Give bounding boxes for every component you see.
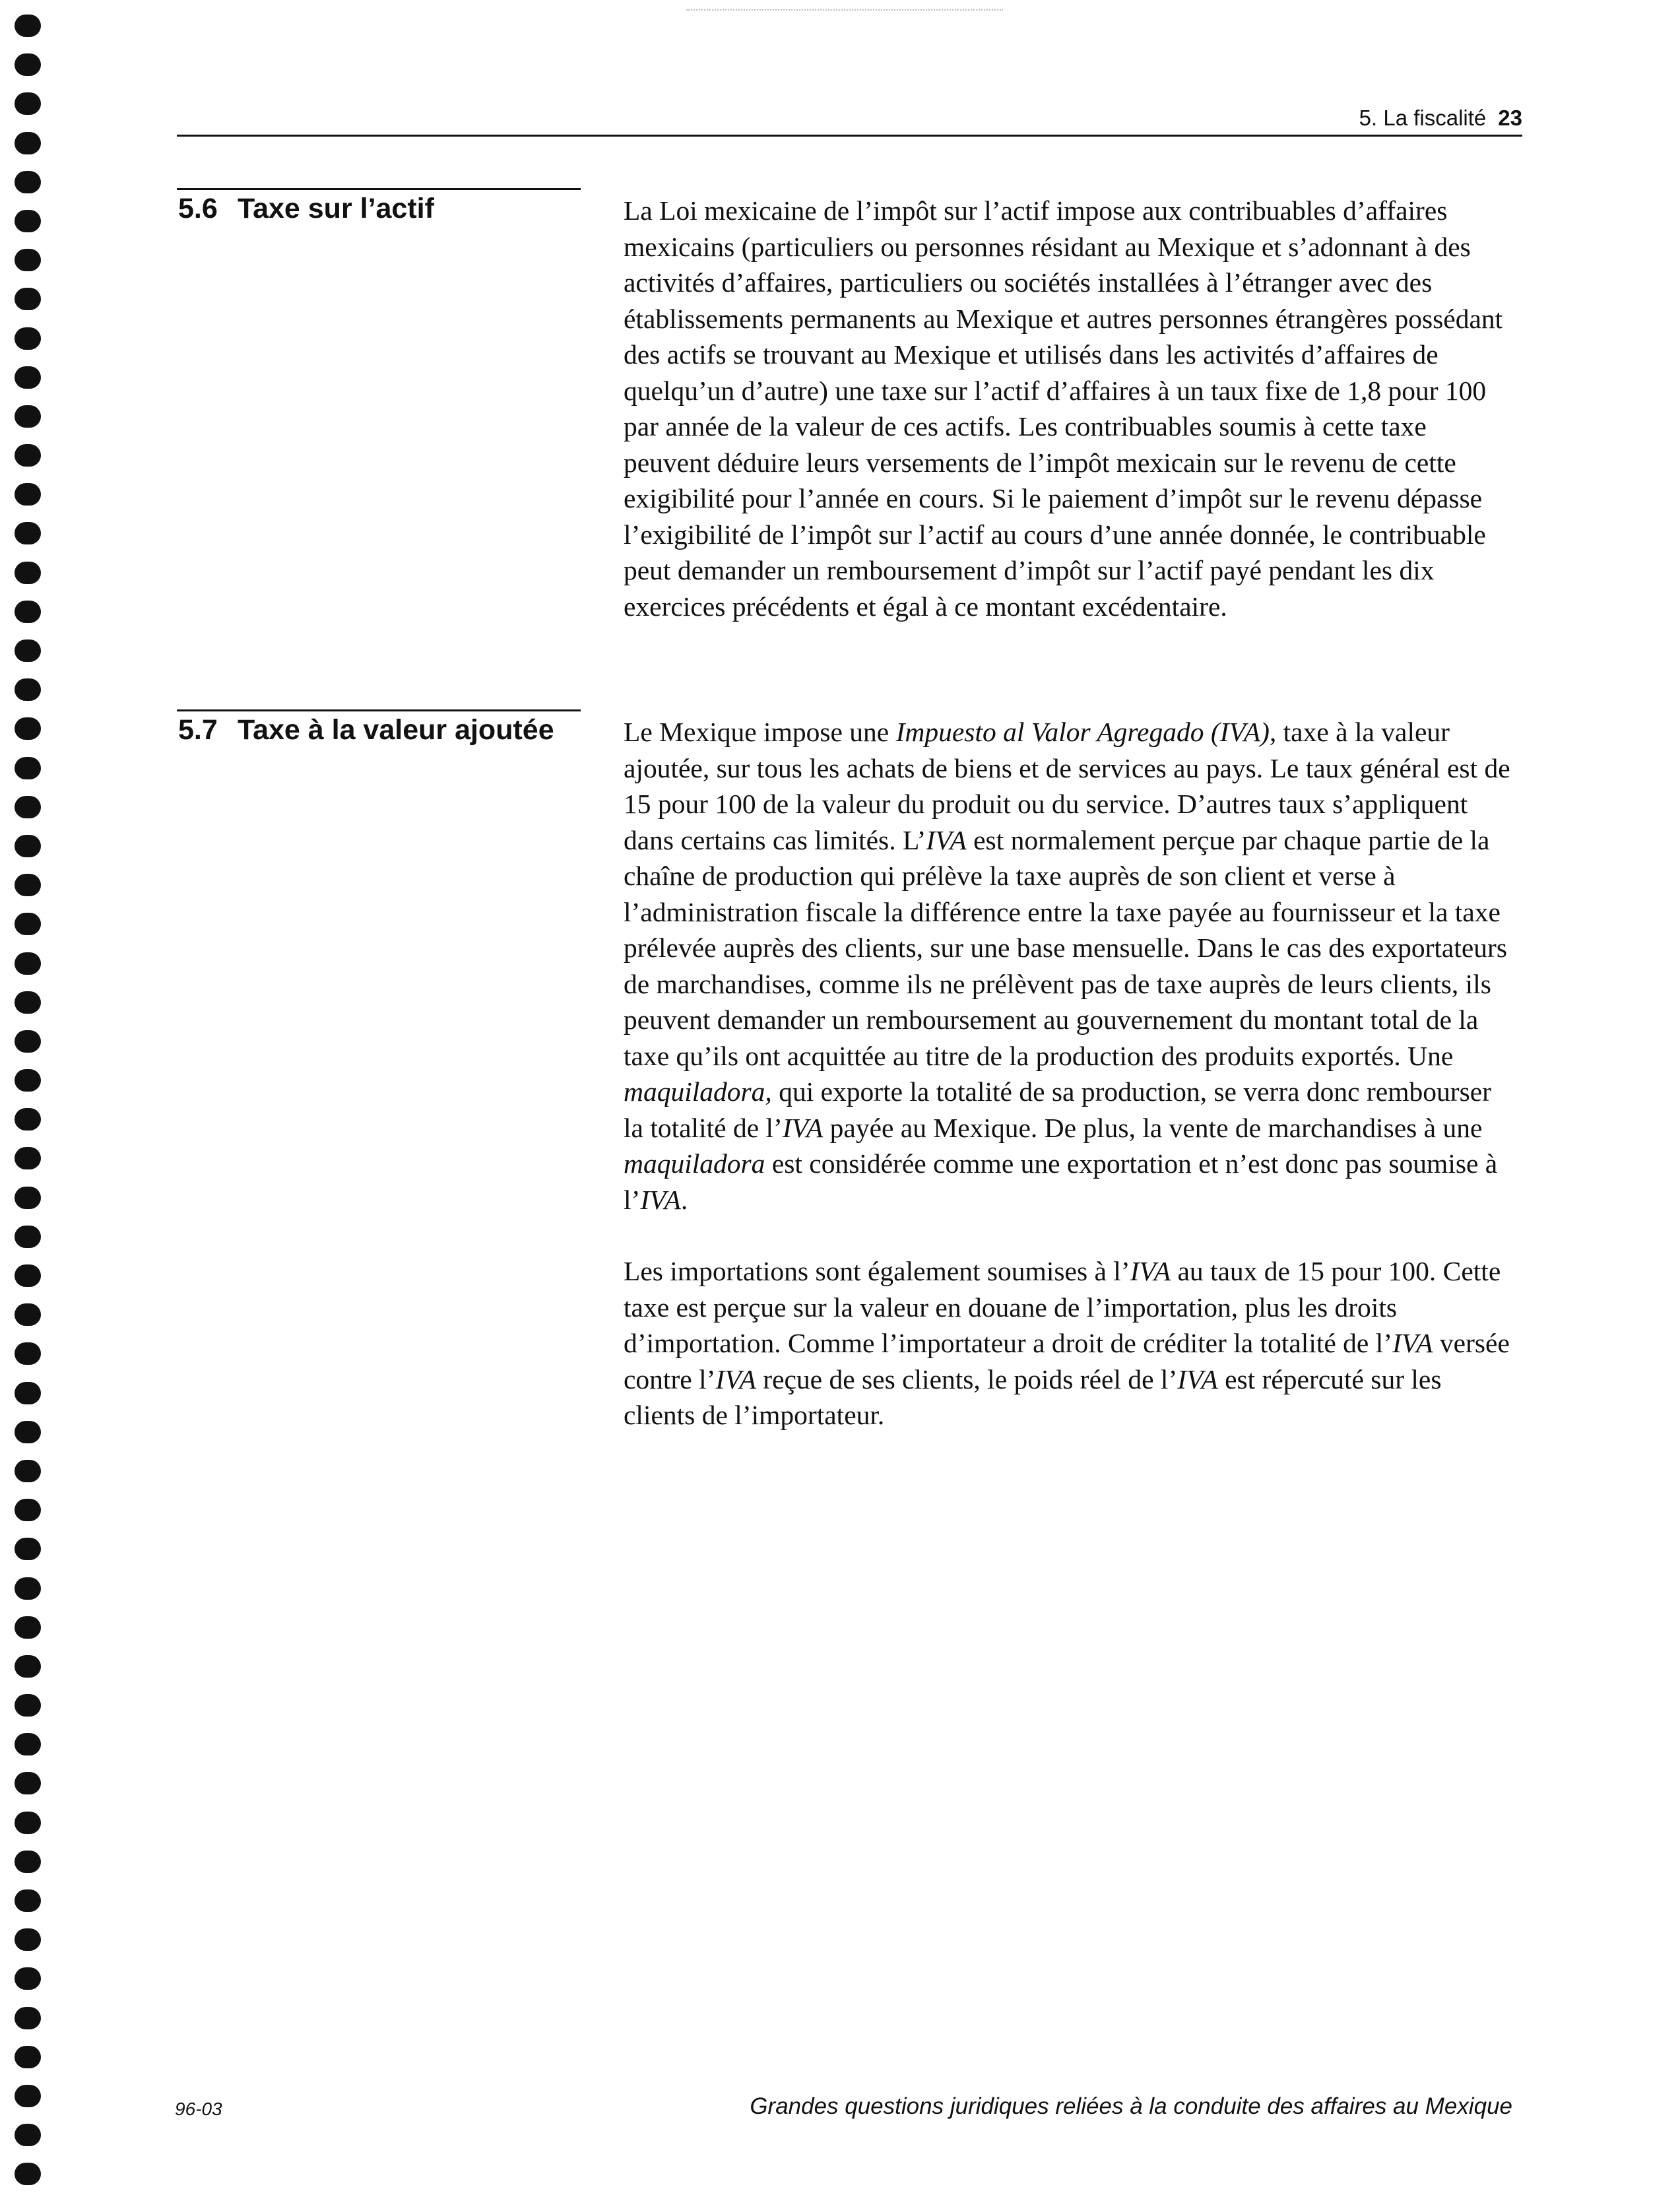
text-run: au taux de 15 pour 100. Cette taxe est perçue sur la valeur en douane de l’importation, plus les droits d’importation. Comme l’importateur a droit de créditer la totalité de l’ <box>624 1256 1501 1358</box>
body-paragraph <box>624 1253 1518 1433</box>
binder-hole-icon <box>15 2046 41 2068</box>
running-head <box>1359 106 1522 131</box>
binder-hole-icon <box>15 405 41 428</box>
binder-hole-icon <box>15 2124 41 2146</box>
binder-hole-icon <box>15 757 41 779</box>
chapter-title: 5. La fiscalité <box>1359 106 1487 130</box>
binder-hole-icon <box>15 1187 41 1209</box>
binder-hole-icon <box>15 366 41 389</box>
binder-holes <box>15 15 41 2186</box>
binder-hole-icon <box>15 92 41 115</box>
binder-hole-icon <box>15 2007 41 2029</box>
section-number: 5.7 <box>178 714 218 746</box>
text-run: est considérée comme une exportation et n’est donc pas soumise à l’ <box>624 1148 1498 1215</box>
text-run: reçue de ses clients, le poids réel de l’ <box>756 1363 1178 1394</box>
section-title: Taxe sur l’actif <box>238 193 434 224</box>
binder-hole-icon <box>15 678 41 701</box>
binder-hole-icon <box>15 1967 41 1990</box>
italic-run: IVA <box>640 1184 681 1215</box>
binder-hole-icon <box>15 2085 41 2107</box>
binder-hole-icon <box>15 1616 41 1639</box>
binder-hole-icon <box>15 1421 41 1443</box>
binder-hole-icon <box>15 991 41 1014</box>
binder-hole-icon <box>15 522 41 544</box>
binder-hole-icon <box>15 601 41 623</box>
binder-hole-icon <box>15 1382 41 1404</box>
binder-hole-icon <box>15 249 41 271</box>
binder-hole-icon <box>15 1812 41 1834</box>
binder-hole-icon <box>15 717 41 740</box>
italic-run: IVA <box>1392 1328 1433 1358</box>
binder-hole-icon <box>15 1030 41 1053</box>
binder-hole-icon <box>15 1694 41 1717</box>
section-heading <box>178 711 587 748</box>
section-body <box>624 714 1518 1433</box>
binder-hole-icon <box>15 1303 41 1326</box>
document-code: 96-03 <box>175 2099 222 2119</box>
body-paragraph <box>624 714 1518 1218</box>
binder-hole-icon <box>15 53 41 76</box>
binder-hole-icon <box>15 1460 41 1482</box>
binder-hole-icon <box>15 639 41 662</box>
binder-hole-icon <box>15 288 41 310</box>
body-paragraph <box>624 193 1518 624</box>
section-number: 5.6 <box>178 193 218 224</box>
binder-hole-icon <box>15 1499 41 1521</box>
section-body <box>624 193 1518 624</box>
binder-hole-icon <box>15 1538 41 1560</box>
italic-run: maquiladora, <box>624 1076 772 1107</box>
binder-hole-icon <box>15 132 41 154</box>
document-title: Grandes questions juridiques reliées à la conduite des affaires au Mexique <box>750 2093 1512 2119</box>
binder-hole-icon <box>15 1577 41 1600</box>
binder-hole-icon <box>15 1147 41 1169</box>
section-title: Taxe à la valeur ajoutée <box>238 714 554 746</box>
binder-hole-icon <box>15 1733 41 1755</box>
binder-hole-icon <box>15 1655 41 1678</box>
binder-hole-icon <box>15 2163 41 2185</box>
italic-run: IVA <box>1177 1363 1218 1394</box>
binder-hole-icon <box>15 1108 41 1131</box>
binder-hole-icon <box>15 562 41 584</box>
binder-hole-icon <box>15 1928 41 1951</box>
binder-hole-icon <box>15 1889 41 1912</box>
scan-artifact <box>686 0 1003 11</box>
binder-hole-icon <box>15 952 41 975</box>
text-run: taxe à la valeur ajoutée, sur tous les achats de biens et de services au pays. Le taux général est de 15 pour 100 de la valeur du produit ou du service. D’autres taux s’appliquent dans certains cas limités. L’ <box>624 717 1510 855</box>
text-run: . <box>680 1184 688 1215</box>
binder-hole-icon <box>15 1069 41 1092</box>
binder-hole-icon <box>15 796 41 818</box>
italic-run: maquiladora <box>624 1148 765 1179</box>
binder-hole-icon <box>15 1264 41 1287</box>
text-run: est normalement perçue par chaque partie de la chaîne de production qui prélève la taxe auprès de son client et verse à l’administration fiscale la différence entre la taxe payée au fournisseur et la taxe prélevée auprès des clients, sur une base mensuelle. Dans le cas des exportateurs de marchandises, comme ils ne prélèvent pas de taxe auprès de leurs clients, ils peuvent demander un remboursement au gouvernement du montant total de la taxe qu’ils ont acquittée au titre de la production des produits exportés. Une <box>624 824 1508 1071</box>
binder-hole-icon <box>15 171 41 193</box>
binder-hole-icon <box>15 1772 41 1794</box>
binder-hole-icon <box>15 210 41 232</box>
text-run: qui exporte la totalité de sa production, se verra donc rembourser la totalité de l’ <box>624 1076 1491 1143</box>
italic-run: IVA <box>926 824 967 855</box>
binder-hole-icon <box>15 1342 41 1365</box>
italic-run: Impuesto al Valor Agregado (IVA), <box>895 717 1277 747</box>
text-run: Le Mexique impose une <box>624 717 896 747</box>
binder-hole-icon <box>15 15 41 37</box>
text-run: est répercuté sur les clients de l’importateur. <box>624 1363 1442 1430</box>
text-run: payée au Mexique. De plus, la vente de marchandises à une <box>823 1112 1483 1143</box>
binder-hole-icon <box>15 483 41 506</box>
binder-hole-icon <box>15 444 41 467</box>
binder-hole-icon <box>15 1851 41 1873</box>
text-run: La Loi mexicaine de l’impôt sur l’actif impose aux contribuables d’affaires mexicains (particuliers ou personnes résidant au Mexique et s’adonnant à des activités d’affaires, particuliers ou sociétés installées à l’étranger avec des établissements permanents au Mexique et autres personnes étrangères possédant des actifs se trouvant au Mexique et utilisés dans les activités d’affaires de quelqu’un d’autre) une taxe sur l’actif d’affaires à un taux fixe de 1,8 pour 100 par année de la valeur de ces actifs. Les contribuables soumis à cette taxe peuvent déduire leurs versements de l’impôt mexicain sur le revenu de cette exigibilité pour l’année en cours. Si le paiement d’impôt sur le revenu dépasse l’exigibilité de l’impôt sur l’actif au cours d’une année donnée, le contribuable peut demander un remboursement d’impôt sur l’actif payé pendant les dix exercices précédents et égal à ce montant excédentaire. <box>624 195 1503 622</box>
italic-run: IVA <box>782 1112 824 1143</box>
italic-run: IVA <box>1130 1256 1171 1286</box>
page-number: 23 <box>1498 106 1522 130</box>
binder-hole-icon <box>15 1226 41 1248</box>
binder-hole-icon <box>15 913 41 935</box>
header-rule <box>177 135 1522 137</box>
binder-hole-icon <box>15 874 41 896</box>
section-heading <box>178 190 587 227</box>
binder-hole-icon <box>15 835 41 857</box>
italic-run: IVA <box>715 1363 756 1394</box>
text-run: Les importations sont également soumises à l’ <box>624 1256 1130 1286</box>
text-run: versée contre l’ <box>624 1328 1510 1394</box>
binder-hole-icon <box>15 327 41 350</box>
